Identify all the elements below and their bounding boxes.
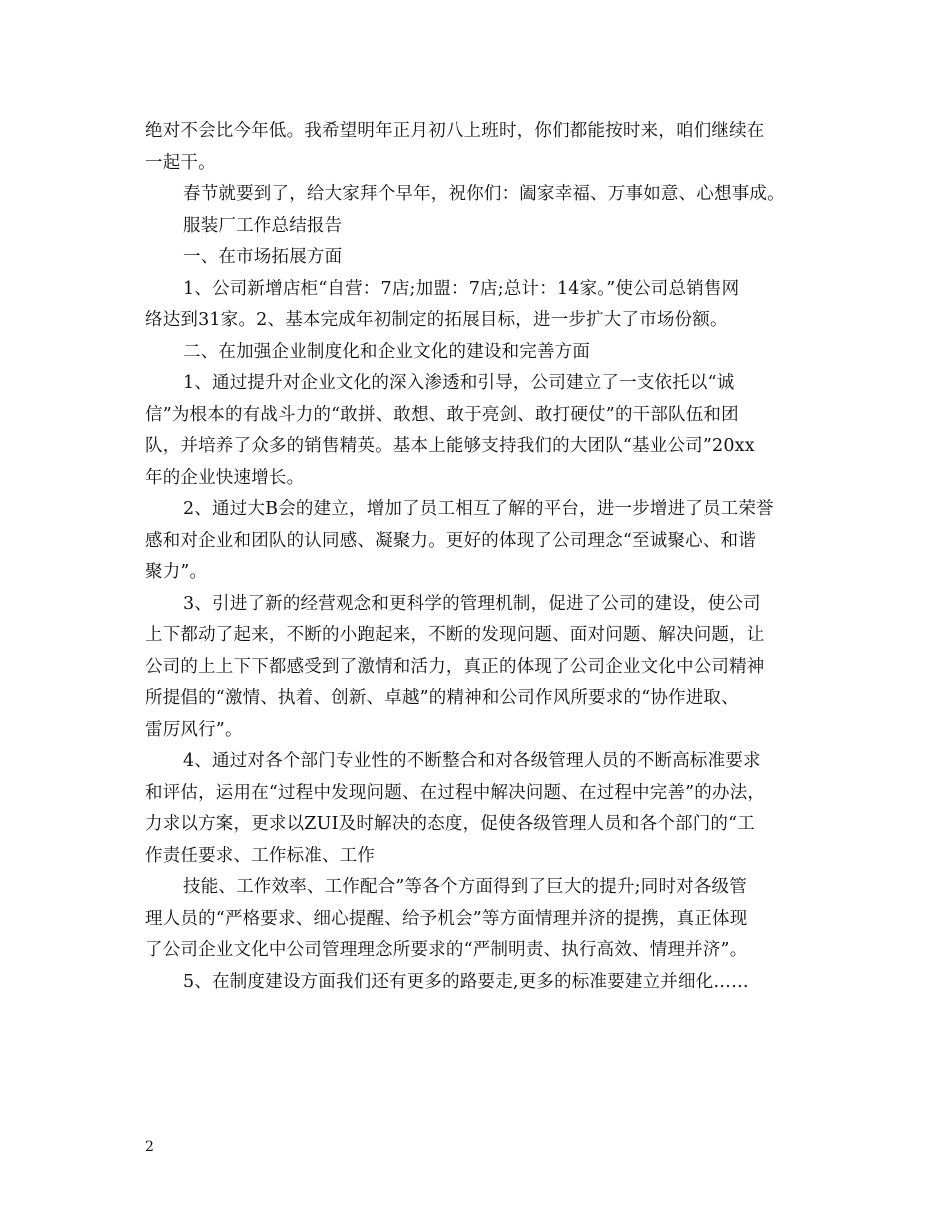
text-line: 年的企业快速增长。 (145, 467, 305, 488)
text-line: 作责任要求、工作标准、工作 (145, 845, 376, 866)
text-line: 感和对企业和团队的认同感、凝聚力。更好的体现了公司理念“至诚聚心、和谐 (145, 530, 756, 551)
text-line: 公司的上上下下都感受到了激情和活力，真正的体现了公司企业文化中公司精神 (145, 656, 765, 677)
text-line: 1、通过提升对企业文化的深入渗透和引导，公司建立了一支依托以“诚 (183, 373, 735, 393)
text-line: 4、通过对各个部门专业性的不断整合和对各级管理人员的不断高标准要求 (183, 751, 761, 771)
text-line: 5、在制度建设方面我们还有更多的路要走,更多的标准要建立并细化…… (183, 971, 749, 992)
text-line: 服装厂工作总结报告 (183, 215, 343, 236)
text-line: 和评估，运用在“过程中发现问题、在过程中解决问题、在过程中完善”的办法， (145, 782, 766, 803)
text-line: 聚力”。 (145, 562, 208, 582)
document-body (145, 116, 815, 998)
text-line: 络达到31家。2、基本完成年初制定的拓展目标，进一步扩大了市场份额。 (145, 310, 728, 330)
text-line: 一起干。 (145, 152, 216, 173)
text-line: 力求以方案，更求以ZUI及时解决的态度，促使各级管理人员和各个部门的“工 (145, 814, 755, 834)
text-line: 1、公司新增店柜“自营：7店;加盟：7店;总计：14家。”使公司总销售网 (183, 278, 740, 299)
text-line: 3、引进了新的经营观念和更科学的管理机制，促进了公司的建设，使公司 (183, 593, 761, 614)
text-line: 了公司企业文化中公司管理理念所要求的“严制明责、执行高效、情理并济”。 (145, 940, 748, 960)
page-number: 2 (145, 1139, 154, 1155)
text-line: 2、通过大B会的建立，增加了员工相互了解的平台，进一步增进了员工荣誉 (183, 499, 774, 519)
text-line: 绝对不会比今年低。我希望明年正月初八上班时，你们都能按时来，咱们继续在 (145, 121, 765, 141)
text-line: 信”为根本的有战斗力的“敢拼、敢想、敢于亮剑、敢打硬仗”的干部队伍和团 (145, 404, 739, 425)
text-line: 一、在市场拓展方面 (183, 247, 343, 267)
text-line: 所提倡的“激情、执着、创新、卓越”的精神和公司作风所要求的“协作进取、 (145, 688, 739, 708)
text-line: 上下都动了起来，不断的小跑起来，不断的发现问题、面对问题、解决问题，让 (145, 625, 765, 645)
text-line: 雷厉风行”。 (145, 719, 243, 740)
text-line: 春节就要到了，给大家拜个早年，祝你们：阖家幸福、万事如意、心想事成。 (183, 184, 785, 204)
text-line: 二、在加强企业制度化和企业文化的建设和完善方面 (183, 341, 591, 362)
text-line: 队，并培养了众多的销售精英。基本上能够支持我们的大团队“基业公司”20xx (145, 436, 755, 456)
text-line: 理人员的“严格要求、细心提醒、给予机会”等方面情理并济的提携，真正体现 (145, 908, 748, 929)
text-line: 技能、工作效率、工作配合”等各个方面得到了巨大的提升;同时对各级管 (183, 877, 747, 897)
